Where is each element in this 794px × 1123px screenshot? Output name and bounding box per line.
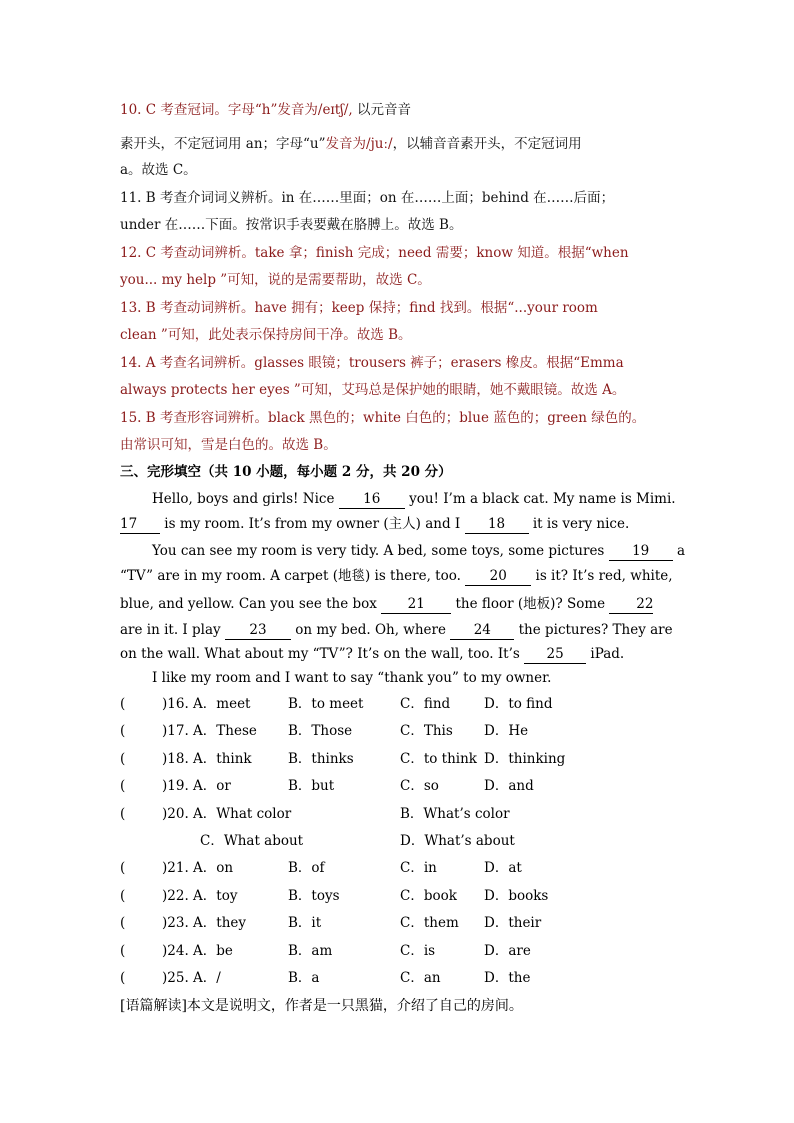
option-d[interactable]: D．thinking — [484, 751, 566, 767]
explanation-15-line-1: 15. B 考查形容词辨析。black 黑色的；white 白色的；blue 蓝色的；green 绿色的。 — [120, 410, 646, 426]
passage-text: You can see my room is very tidy. A bed, some toys, some pictures — [152, 543, 605, 559]
option-d[interactable]: D．at — [484, 860, 522, 876]
option-c[interactable]: C．This — [400, 723, 453, 739]
option-b[interactable]: B．a — [288, 970, 320, 986]
option-b[interactable]: B．to meet — [288, 696, 364, 712]
passage-line-5 — [120, 594, 676, 614]
option-d[interactable]: D．to find — [484, 696, 553, 712]
explanation-text: 发音为/eɪtʃ/, — [277, 102, 353, 118]
explanation-15-line-2: 由常识可知，雪是白色的。故选 B。 — [120, 437, 337, 453]
option-d[interactable]: D．are — [484, 943, 531, 959]
option-b[interactable]: B．thinks — [288, 751, 354, 767]
answer-paren[interactable]: ( — [120, 696, 126, 712]
answer-paren[interactable]: ( — [120, 915, 126, 931]
option-b[interactable]: B．but — [288, 778, 335, 794]
blank-23[interactable]: 23 — [225, 622, 291, 640]
option-b[interactable]: B．of — [288, 860, 325, 876]
option-a[interactable]: )22. A．toy — [162, 888, 238, 904]
explanation-text: 素开头，不定冠词用 an；字母“u” — [120, 136, 326, 152]
explanation-10-line-2 — [120, 134, 676, 154]
passage-text: “TV” are in my room. A carpet (地毯) is there, too. — [120, 568, 461, 584]
blank-25[interactable]: 25 — [524, 646, 586, 664]
answer-paren[interactable]: ( — [120, 860, 126, 876]
passage-text: the pictures? They are — [518, 622, 673, 638]
option-b[interactable]: B．am — [288, 943, 333, 959]
passage-line-2 — [120, 514, 676, 534]
blank-17[interactable]: 17 — [120, 516, 160, 534]
option-c[interactable]: C．book — [400, 888, 457, 904]
passage-text: on my bed. Oh, where — [295, 622, 446, 638]
explanation-11-line-2: under 在……下面。按常识手表要戴在胳膊上。故选 B。 — [120, 217, 463, 233]
passage-line-3 — [152, 541, 686, 561]
explanation-13-line-1: 13. B 考查动词辨析。have 拥有；keep 保持；find 找到。根据“...your room — [120, 300, 598, 316]
blank-21[interactable]: 21 — [381, 596, 451, 614]
option-a[interactable]: )19. A．or — [162, 778, 231, 794]
option-d[interactable]: D．their — [484, 915, 542, 931]
option-a[interactable]: )24. A．be — [162, 943, 233, 959]
option-d[interactable]: D．the — [484, 970, 531, 986]
passage-text: the floor (地板)? Some — [455, 596, 606, 612]
option-a[interactable]: )17. A．These — [162, 723, 257, 739]
explanation-12-line-2: you... my help ”可知，说的是需要帮助，故选 C。 — [120, 272, 431, 288]
answer-paren[interactable]: ( — [120, 723, 126, 739]
option-b[interactable]: B．toys — [288, 888, 340, 904]
explanation-14-line-2: always protects her eyes ”可知，艾玛总是保护她的眼睛，她不戴眼镜。故选 A。 — [120, 382, 626, 398]
answer-paren[interactable]: ( — [120, 778, 126, 794]
option-b[interactable]: B．What’s color — [400, 806, 510, 822]
option-b[interactable]: B．Those — [288, 723, 353, 739]
option-d[interactable]: D．books — [484, 888, 549, 904]
blank-24[interactable]: 24 — [450, 622, 514, 640]
passage-text: you! I’m a black cat. My name is Mimi. — [409, 491, 676, 507]
blank-16[interactable]: 16 — [339, 491, 405, 509]
explanation-text: ，以辅音音素开头，不定冠词用 — [392, 136, 582, 152]
option-b[interactable]: B．it — [288, 915, 322, 931]
passage-text: blue, and yellow. Can you see the box — [120, 596, 377, 612]
option-c[interactable]: C．an — [400, 970, 441, 986]
option-c[interactable]: C．in — [400, 860, 437, 876]
passage-text: is my room. It’s from my owner (主人) and I — [164, 516, 461, 532]
explanation-text: 发音为/juː/ — [325, 136, 393, 152]
explanation-14-line-1: 14. A 考查名词辨析。glasses 眼镜；trousers 裤子；erasers 橡皮。根据“Emma — [120, 355, 624, 371]
passage-analysis: [语篇解读]本文是说明文，作者是一只黑猫，介绍了自己的房间。 — [120, 998, 523, 1014]
explanation-12-line-1: 12. C 考查动词辨析。take 拿；finish 完成；need 需要；know 知道。根据“when — [120, 245, 629, 261]
option-a[interactable]: )23. A．they — [162, 915, 247, 931]
blank-19[interactable]: 19 — [609, 543, 673, 561]
option-c[interactable]: C．them — [400, 915, 459, 931]
option-d[interactable]: D．What’s about — [400, 833, 515, 849]
passage-text: it is very nice. — [532, 516, 630, 532]
explanation-11-line-1: 11. B 考查介词词义辨析。in 在……里面；on 在……上面；behind 在……后面； — [120, 190, 615, 206]
passage-line-1 — [152, 489, 676, 509]
explanation-13-line-2: clean ”可知，此处表示保持房间干净。故选 B。 — [120, 327, 412, 343]
option-d[interactable]: D．and — [484, 778, 534, 794]
option-c[interactable]: C．find — [400, 696, 451, 712]
answer-paren[interactable]: ( — [120, 888, 126, 904]
section-title: 三、完形填空（共 10 小题，每小题 2 分，共 20 分） — [120, 464, 452, 480]
answer-paren[interactable]: ( — [120, 970, 126, 986]
explanation-text: 以元音音 — [352, 102, 411, 118]
answer-paren[interactable]: ( — [120, 806, 126, 822]
option-d[interactable]: D．He — [484, 723, 529, 739]
passage-text: Hello, boys and girls! Nice — [152, 491, 335, 507]
passage-line-7 — [120, 644, 676, 664]
option-c[interactable]: C．What about — [200, 833, 304, 849]
explanation-10-line-3: a。故选 C。 — [120, 162, 197, 178]
option-c[interactable]: C．is — [400, 943, 436, 959]
passage-text: are in it. I play — [120, 622, 221, 638]
option-c[interactable]: C．to think — [400, 751, 477, 767]
blank-18[interactable]: 18 — [465, 516, 529, 534]
passage-text: iPad. — [590, 646, 625, 662]
blank-20[interactable]: 20 — [465, 568, 531, 586]
passage-text: on the wall. What about my “TV”? It’s on the wall, too. It’s — [120, 646, 520, 662]
explanation-10-line-1 — [120, 100, 676, 120]
option-a[interactable]: )20. A．What color — [162, 806, 292, 822]
option-a[interactable]: )18. A．think — [162, 751, 252, 767]
answer-paren[interactable]: ( — [120, 943, 126, 959]
blank-22[interactable]: 22 — [609, 596, 653, 614]
option-a[interactable]: )16. A．meet — [162, 696, 251, 712]
option-c[interactable]: C．so — [400, 778, 439, 794]
passage-text: is it? It’s red, white, — [535, 568, 673, 584]
passage-line-8: I like my room and I want to say “thank you” to my owner. — [152, 670, 552, 686]
option-a[interactable]: )21. A．on — [162, 860, 234, 876]
passage-line-4 — [120, 566, 676, 586]
passage-line-6 — [120, 620, 676, 640]
explanation-text: 10. C 考查冠词。字母“h” — [120, 102, 278, 118]
answer-paren[interactable]: ( — [120, 751, 126, 767]
passage-text: a — [676, 543, 686, 559]
option-a[interactable]: )25. A．/ — [162, 970, 221, 986]
